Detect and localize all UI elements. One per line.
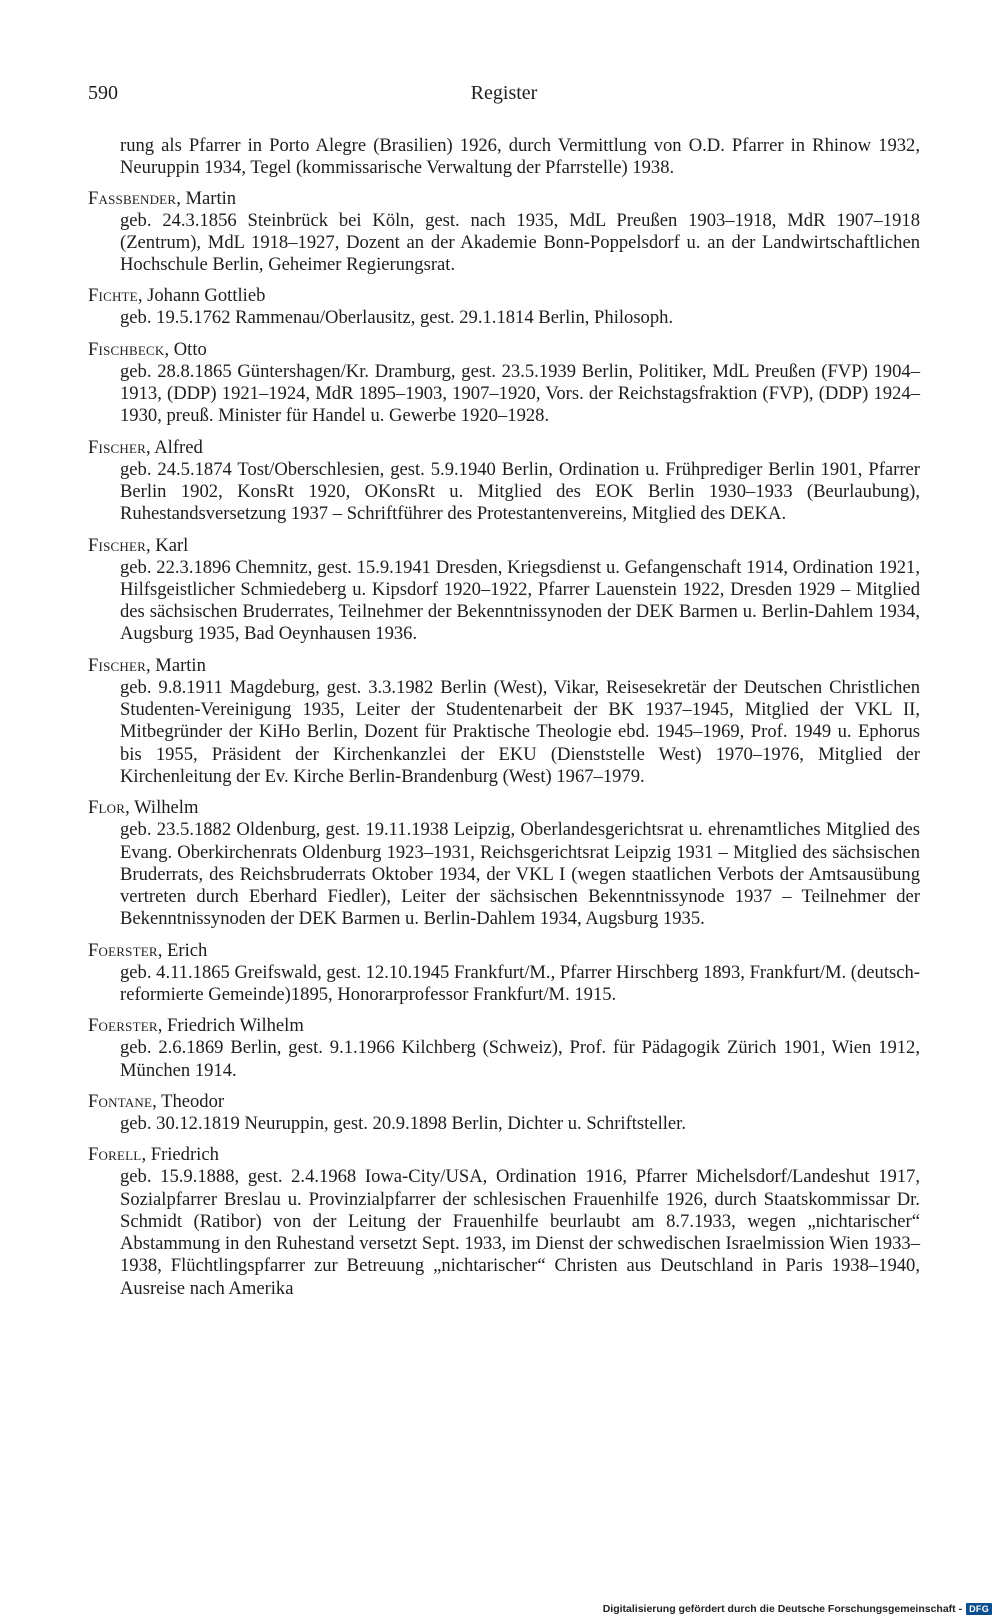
entry-given-name: , Erich	[157, 939, 208, 961]
footer-text: Digitalisierung gefördert durch die Deutsche Forschungsgemeinschaft -	[602, 1603, 963, 1615]
entry-surname: Flor	[88, 797, 126, 819]
entry-biography: geb. 30.12.1819 Neuruppin, gest. 20.9.1898 Berlin, Dichter u. Schriftsteller.	[120, 1112, 686, 1134]
register-entry	[88, 939, 920, 1007]
entry-given-name: , Martin	[145, 654, 206, 676]
entry-name	[88, 187, 920, 210]
entry-given-name: , Martin	[176, 187, 237, 209]
entry-given-name: , Friedrich Wilhelm	[157, 1015, 304, 1037]
entry-biography: geb. 24.3.1856 Steinbrück bei Köln, gest. nach 1935, MdL Preußen 1903–1918, MdR 1907–1918 (Zentrum), MdL 1918–1927, Dozent an der Akademie Bonn-Poppelsdorf u. an der Landwirtschaftlichen Hochschule Berlin, Geheimer Regierungsrat.	[120, 209, 920, 276]
entry-surname: Foerster	[88, 1015, 158, 1037]
entry-biography: geb. 2.6.1869 Berlin, gest. 9.1.1966 Kilchberg (Schweiz), Prof. für Pädagogik Zürich 1901, Wien 1912, München 1914.	[120, 1037, 920, 1081]
entry-biography: geb. 23.5.1882 Oldenburg, gest. 19.11.1938 Leipzig, Oberlandesgerichtsrat u. ehrenamtliches Mitglied des Evang. Oberkirchenrats Oldenburg 1923–1931, Reichsgerichtsrat Leipzig 1931 – Mitglied des sächsischen Bruderrats, des Reichsbruderrats Oktober 1934, der VKL I (wegen staatlichen Verbots der Amtsausübung vertreten durch Eberhard Fiedler), Leiter der sächsischen Bekenntnissynode 1937 – Teilnehmer der Bekenntnissynoden der DEK Barmen u. Berlin-Dahlem 1934, Augsburg 1935.	[120, 819, 920, 930]
register-entry	[88, 534, 920, 646]
entry-biography: geb. 24.5.1874 Tost/Oberschlesien, gest. 5.9.1940 Berlin, Ordination u. Frühprediger Berlin 1901, Pfarrer Berlin 1902, KonsRt 1920, OKonsRt u. Mitglied des EOK Berlin 1930–1933 (Beurlaubung), Ruhestandsversetzung 1937 – Schriftführer des Protestantenvereins, Mitglied des DEKA.	[120, 458, 920, 525]
entry-surname: Fischer	[88, 436, 146, 458]
continuation-paragraph: rung als Pfarrer in Porto Alegre (Brasilien) 1926, durch Vermittlung von O.D. Pfarrer in Rhinow 1932, Neuruppin 1934, Tegel (kommissarische Verwaltung der Pfarrstelle) 1938.	[120, 135, 920, 179]
entry-surname: Foerster	[88, 939, 158, 961]
entry-biography: geb. 4.11.1865 Greifswald, gest. 12.10.1945 Frankfurt/M., Pfarrer Hirschberg 1893, Frankfurt/M. (deutsch-reformierte Gemeinde)1895, Honorarprofessor Frankfurt/M. 1915.	[120, 961, 920, 1006]
entry-name	[88, 796, 920, 819]
entry-surname: Fischer	[88, 654, 146, 676]
running-title: Register	[470, 82, 538, 104]
entry-given-name: , Wilhelm	[125, 797, 199, 819]
register-content	[88, 135, 920, 1308]
register-entry	[88, 284, 920, 329]
entry-name	[88, 1143, 920, 1166]
entry-name	[88, 1090, 920, 1113]
entry-biography: geb. 9.8.1911 Magdeburg, gest. 3.3.1982 Berlin (West), Vikar, Reisesekretär der Deutschen Christlichen Studenten-Vereinigung 1935, Leiter der Studentenarbeit der BK 1937–1945, Mitglied der VKL II, Mitbegründer der KiHo Berlin, Dozent für Praktische Theologie ebd. 1945–1969, Prof. 1949 u. Ephorus bis 1955, Präsident der Kirchenkanzlei der EKU (Dienststelle West) 1970–1976, Mitglied der Kirchenleitung der Ev. Kirche Berlin-Brandenburg (West) 1967–1979.	[120, 676, 920, 787]
register-entry	[88, 187, 920, 277]
entry-surname: Fontane	[88, 1090, 153, 1112]
dfg-logo-icon: DFG	[966, 1603, 992, 1615]
entry-name	[88, 284, 920, 307]
entry-given-name: , Johann Gottlieb	[137, 285, 266, 307]
entry-name	[88, 534, 920, 557]
entry-surname: Forell	[88, 1144, 142, 1166]
entry-name	[88, 338, 920, 361]
register-entry	[88, 796, 920, 930]
register-entry	[88, 436, 920, 526]
entry-biography: geb. 15.9.1888, gest. 2.4.1968 Iowa-City/USA, Ordination 1916, Pfarrer Michelsdorf/Landeshut 1917, Sozialpfarrer Breslau u. Provinzialpfarrer der schlesischen Frauenhilfe 1926, durch Staatskommissar Dr. Schmidt (Ratibor) von der Leitung der Frauenhilfe beurlaubt am 8.7.1933, wegen „nichtarischer“ Abstammung in den Ruhestand versetzt Sept. 1933, im Dienst der schwedischen Israelmission Wien 1933–1938, Flüchtlingspfarrer zur Betreuung „nichtarischer“ Christen aus Deutschland in Paris 1938–1940, Ausreise nach Amerika	[120, 1166, 920, 1299]
entry-name	[88, 436, 920, 459]
register-entry	[88, 1014, 920, 1082]
entry-surname: Fischer	[88, 534, 146, 556]
entry-surname: Fassbender	[88, 187, 177, 209]
entry-name	[88, 1014, 920, 1037]
entry-name	[88, 939, 920, 962]
entry-given-name: , Friedrich	[141, 1144, 219, 1166]
entry-given-name: , Karl	[145, 534, 189, 556]
entry-given-name: , Otto	[164, 338, 207, 360]
entry-given-name: , Theodor	[152, 1090, 225, 1112]
register-entry	[88, 338, 920, 428]
entry-biography: geb. 22.3.1896 Chemnitz, gest. 15.9.1941 Dresden, Kriegsdienst u. Gefangenschaft 1914, Ordination 1921, Hilfsgeistlicher Schmiedeberg u. Kipsdorf 1920–1922, Pfarrer Lauenstein 1922, Dresden 1929 – Mitglied des sächsischen Bruderrates, Teilnehmer der Bekenntnissynoden der DEK Barmen u. Berlin-Dahlem 1934, Augsburg 1935, Bad Oeynhausen 1936.	[120, 556, 920, 645]
digitization-footer	[603, 1603, 992, 1615]
page-number: 590	[88, 82, 118, 104]
entry-name	[88, 654, 920, 677]
register-entry	[88, 654, 920, 788]
entry-surname: Fichte	[88, 285, 138, 307]
entry-surname: Fischbeck	[88, 338, 165, 360]
entry-given-name: , Alfred	[145, 436, 203, 458]
register-entry	[88, 1143, 920, 1300]
entry-biography: geb. 28.8.1865 Güntershagen/Kr. Dramburg, gest. 23.5.1939 Berlin, Politiker, MdL Preußen (FVP) 1904–1913, (DDP) 1921–1924, MdR 1895–1903, 1907–1920, Vors. der Reichstagsfraktion (FVP), (DDP) 1924–1930, preuß. Minister für Handel u. Gewerbe 1920–1928.	[120, 360, 920, 427]
page-header	[88, 82, 920, 112]
register-entry	[88, 1090, 920, 1135]
entry-biography: geb. 19.5.1762 Rammenau/Oberlausitz, gest. 29.1.1814 Berlin, Philosoph.	[120, 307, 674, 329]
